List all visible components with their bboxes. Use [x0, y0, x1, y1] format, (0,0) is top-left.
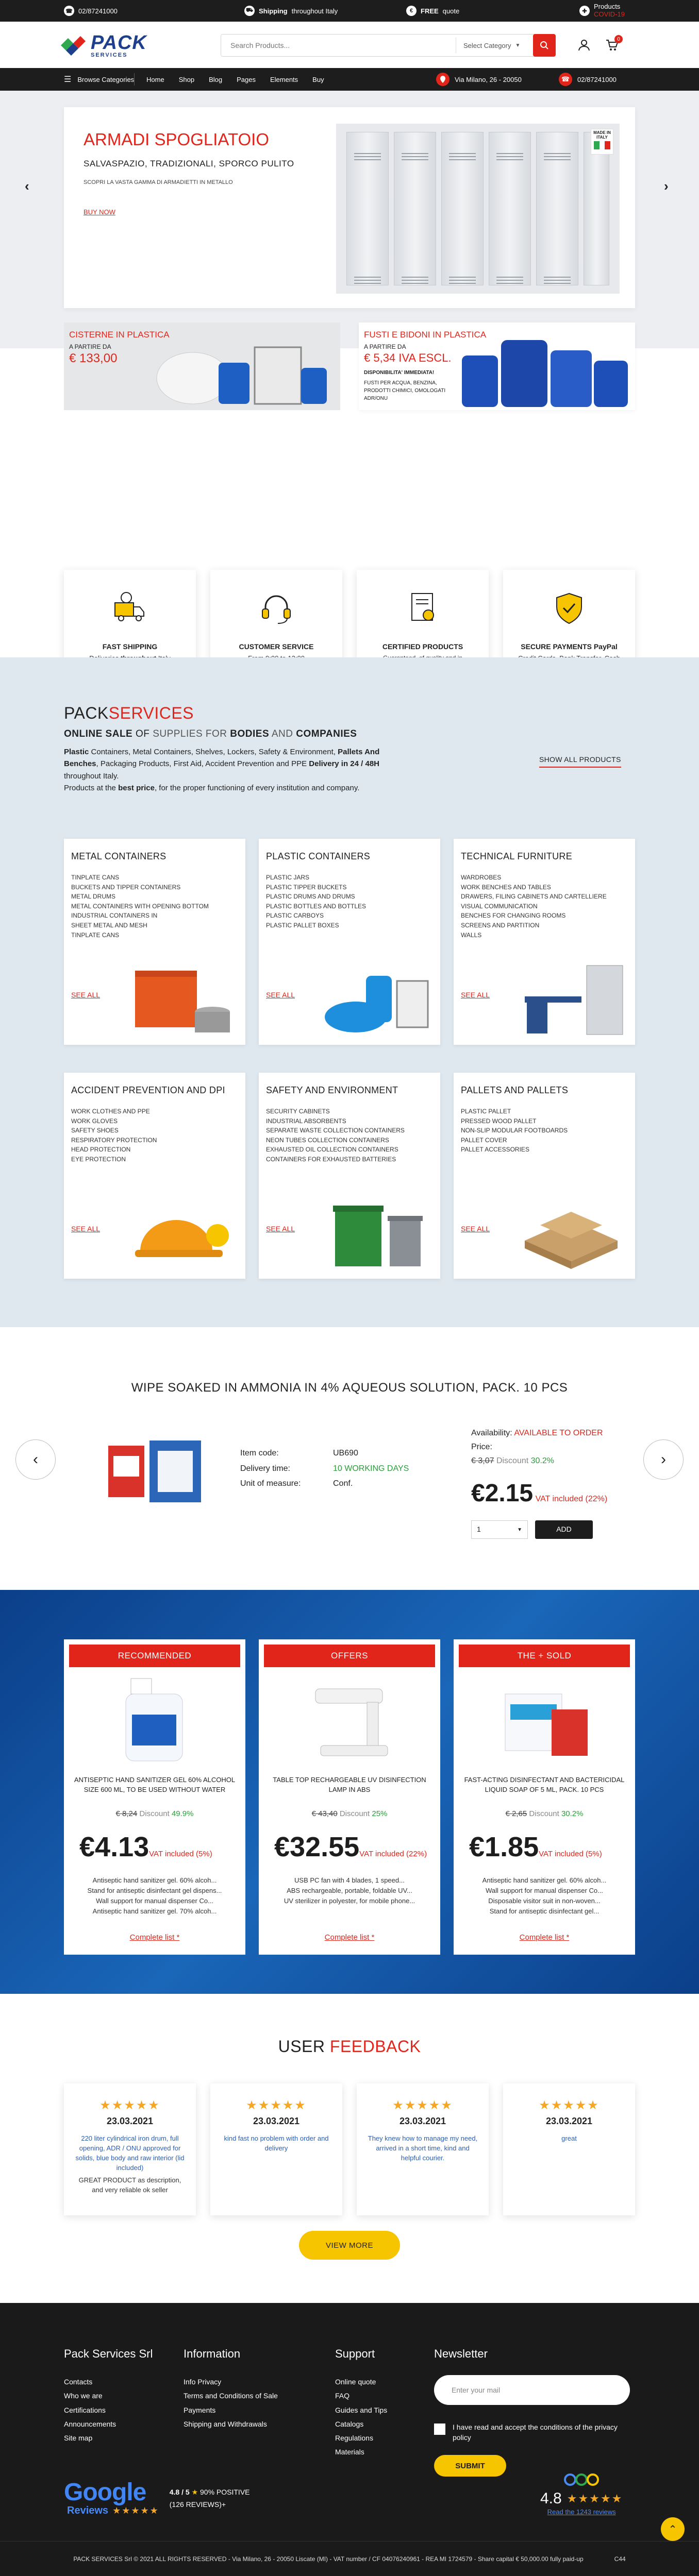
feature-customer-service: CUSTOMER SERVICE: [210, 570, 342, 697]
category-card-plastic-containers[interactable]: PLASTIC CONTAINERS PLASTIC JARS PLASTIC TIPPER BUCKETS PLASTIC DRUMS AND DRUMS PLASTIC BOTTLES AND BOTTLES PLASTIC CARBOYS PLASTIC PALLET BOXES SEE ALL: [259, 839, 440, 1045]
drums-image: [457, 335, 632, 410]
nav-link-blog[interactable]: Blog: [209, 75, 223, 83]
add-to-cart-button[interactable]: ADD: [535, 1520, 593, 1539]
nav-link-shop[interactable]: Shop: [178, 75, 195, 83]
chevron-down-icon: ▼: [515, 42, 521, 48]
highlight-card-offers: OFFERS TABLE TOP RECHARGEABLE UV DISINFECTION LAMP IN ABS € 43,40 Discount 25% €32.55VAT included (22%) USB PC fan with 4 blades, 1 speed... ABS rechargeable, portable, foldable UV... UV sterilizer in polyester, for mobile phone... Complete list *: [259, 1639, 440, 1955]
quantity-select[interactable]: 1 ▼: [471, 1520, 528, 1539]
cart-button[interactable]: [605, 38, 619, 52]
back-to-top-button[interactable]: [661, 2517, 685, 2541]
metal-containers-image: [125, 960, 238, 1038]
category-card-pallets[interactable]: PALLETS AND PALLETS PLASTIC PALLET PRESSED WOOD PALLET NON-SLIP MODULAR FOOTBOARDS PALLET COVER PALLET ACCESSORIES SEE ALL: [454, 1073, 635, 1279]
liquid-soap-image: [485, 1673, 604, 1766]
feedback-card: ★★★★★ 23.03.2021 kind fast no problem with order and delivery: [210, 2083, 342, 2215]
footer-col-company: Pack Services Srl Contacts Who we are Certifications Announcements Site map: [64, 2347, 153, 2443]
hero-prev-arrow[interactable]: ‹: [25, 178, 29, 194]
privacy-checkbox[interactable]: [434, 2424, 445, 2435]
hero-title: ARMADI SPOGLIATOIO: [84, 130, 270, 149]
google-logo: Google: [64, 2479, 146, 2506]
complete-list-link[interactable]: Complete list *: [519, 1933, 570, 1942]
nav-link-home[interactable]: Home: [146, 75, 164, 83]
unit-of-measure: Conf.: [333, 1479, 353, 1488]
hero-slide: [64, 107, 635, 308]
uv-lamp-image: [290, 1673, 409, 1766]
see-all-link[interactable]: SEE ALL: [266, 1225, 295, 1233]
view-more-button[interactable]: VIEW MORE: [299, 2231, 400, 2260]
phone-icon: ☎: [559, 73, 572, 86]
euro-icon: €: [406, 6, 417, 16]
availability-status: AVAILABLE TO ORDER: [514, 1429, 603, 1437]
complete-list-link[interactable]: Complete list *: [324, 1933, 375, 1942]
google-reviews-badge[interactable]: Google Reviews ★★★★★ 4.8 / 5 ★ 90% POSITIVE (126 REVIEWS)+: [64, 2479, 250, 2516]
feedback-card: ★★★★★ 23.03.2021 They knew how to manage my need, arrived in a short time, kind and helpful courier.: [357, 2083, 489, 2215]
user-icon[interactable]: [577, 38, 591, 52]
chevron-right-icon: ›: [661, 1451, 666, 1468]
featured-product-title: WIPE SOAKED IN AMMONIA IN 4% AQUEOUS SOLUTION, PACK. 10 PCS: [131, 1381, 568, 1395]
highlights-section: [0, 1590, 699, 1994]
promo-cisterns[interactable]: CISTERNE IN PLASTICA A PARTIRE DA € 133,00: [64, 323, 340, 410]
logo-mark-icon: [59, 31, 88, 60]
search-bar: [221, 34, 556, 57]
wipes-product-image: [93, 1425, 217, 1518]
promo-drums[interactable]: FUSTI E BIDONI IN PLASTICA A PARTIRE DA € 5,34 IVA ESCL. DISPONIBILITA' IMMEDIATA! FUSTI PER ACQUA, BENZINA, PRODOTTI CHIMICI, OMOLOGATI ADR/ONU: [359, 323, 635, 410]
hand-sanitizer-image: [95, 1673, 214, 1766]
lockers-image: [336, 124, 620, 294]
bins-image: [320, 1194, 433, 1272]
category-card-technical-furniture[interactable]: TECHNICAL FURNITURE WARDROBES WORK BENCHES AND TABLES DRAWERS, FILING CABINETS AND CARTELLIERE VISUAL COMMUNICATION BENCHES FOR CHANGING ROOMS SCREENS AND PARTITION WALLS SEE ALL: [454, 839, 635, 1045]
main-nav: [0, 68, 699, 91]
services-title: PACKSERVICES: [64, 704, 194, 722]
highlight-card-recommended: RECOMMENDED ANTISEPTIC HAND SANITIZER GEL 60% ALCOHOL SIZE 600 ML, TO BE USED WITHOUT WATER € 8,24 Discount 49.9% €4.13VAT included (5%) Antiseptic hand sanitizer gel. 60% alcoh... Stand for antiseptic disinfectant gel dispens... Wall support for manual dispenser Co... Antiseptic hand sanitizer gel. 70% alcoh... Complete list *: [64, 1639, 245, 1955]
hero-next-arrow[interactable]: ›: [664, 178, 669, 194]
nav-address[interactable]: Via Milano, 26 - 20050: [436, 68, 522, 91]
furniture-image: [514, 960, 628, 1038]
top-bar: [0, 0, 699, 22]
complete-list-link[interactable]: Complete list *: [129, 1933, 180, 1942]
browse-categories-button[interactable]: ☰ Browse Categories: [64, 75, 135, 84]
logo[interactable]: [59, 31, 147, 60]
made-in-italy-badge: MADE IN ITALY: [591, 129, 613, 155]
newsletter-email-input[interactable]: Enter your mail: [434, 2375, 630, 2405]
header: [0, 22, 699, 68]
star-rating-icon: ★★★★★: [567, 2492, 623, 2505]
nav-link-buy[interactable]: Buy: [312, 75, 324, 83]
logo-main-text: PACK: [91, 31, 147, 54]
search-input[interactable]: [221, 35, 456, 56]
services-description: Plastic Containers, Metal Containers, Shelves, Lockers, Safety & Environment, Pallets And Benches, Packaging Products, First Aid, Accident Prevention and PPE Delivery in 24 / 48H throughout Italy. Products at the best price, for the proper functioning of every institution and company.: [64, 748, 380, 792]
chevron-left-icon: ‹: [33, 1451, 38, 1468]
plastic-containers-image: [320, 960, 433, 1038]
shield-icon: [551, 590, 587, 626]
chevron-up-icon: ⌃: [668, 2523, 677, 2535]
hero-section: [0, 91, 699, 657]
featured-product-section: WIPE SOAKED IN AMMONIA IN 4% AQUEOUS SOLUTION, PACK. 10 PCS ‹ › Item code: Delivery time: Unit of measure: UB690 10 WORKING DAYS Conf. Availability: AVAILABLE TO ORDER Price: € 3,07 Discount 30.2% €2.15 VAT included (22%) 1 ▼ ADD: [0, 1327, 699, 1590]
category-card-safety-environment[interactable]: SAFETY AND ENVIRONMENT SECURITY CABINETS INDUSTRIAL ABSORBENTS SEPARATE WASTE COLLECTION CONTAINERS NEON TUBES COLLECTION CONTAINERS EXHAUSTED OIL COLLECTION CONTAINERS CONTAINERS FOR EXHAUSTED BATTERIES SEE ALL: [259, 1073, 440, 1279]
topbar-shipping: ⛟ Shipping throughout Italy: [244, 6, 338, 16]
mask-icon: ✚: [579, 6, 590, 16]
truck-icon: ⛟: [244, 6, 255, 16]
logo-sub-text: SERVICES: [91, 52, 128, 58]
star-rating-icon: ★★★★★: [246, 2098, 307, 2112]
star-rating-icon: ★★★★★: [392, 2098, 453, 2112]
location-pin-icon: [436, 73, 450, 86]
feedback-title: USER FEEDBACK: [278, 2037, 421, 2056]
item-code: UB690: [333, 1449, 358, 1458]
reviews-logo-icon: [563, 2473, 600, 2486]
show-all-products-link[interactable]: SHOW ALL PRODUCTS: [539, 755, 621, 768]
topbar-quote[interactable]: € FREE quote: [406, 6, 459, 16]
hero-buy-now-link[interactable]: BUY NOW: [84, 208, 115, 216]
topbar-phone[interactable]: ☎ 02/87241000: [64, 6, 118, 16]
read-reviews-link[interactable]: Read the 1243 reviews: [547, 2508, 616, 2516]
category-select[interactable]: Select Category ▼: [456, 38, 533, 53]
feature-certified-products: CERTIFIED PRODUCTS: [357, 570, 489, 697]
hero-subtitle: SALVASPAZIO, TRADIZIONALI, SPORCO PULITO: [84, 159, 294, 168]
tanks-image: [152, 337, 337, 409]
nav-link-elements[interactable]: Elements: [270, 75, 298, 83]
feature-secure-payments: SECURE PAYMENTS PayPal: [503, 570, 635, 697]
ppe-image: [125, 1194, 238, 1272]
cart-count-badge: 0: [614, 35, 623, 43]
category-card-accident-prevention[interactable]: ACCIDENT PREVENTION AND DPI WORK CLOTHES AND PPE WORK GLOVES SAFETY SHOES RESPIRATORY PROTECTION HEAD PROTECTION EYE PROTECTION SEE ALL: [64, 1073, 245, 1279]
see-all-link[interactable]: SEE ALL: [71, 1225, 101, 1233]
see-all-link[interactable]: SEE ALL: [71, 991, 101, 999]
search-icon: [540, 41, 549, 50]
newsletter-submit-button[interactable]: SUBMIT: [434, 2455, 506, 2477]
discount-value: 30.2%: [530, 1456, 555, 1466]
highlight-card-best-sellers: THE + SOLD FAST-ACTING DISINFECTANT AND BACTERICIDAL LIQUID SOAP OF 5 ML, PACK. 10 PCS € 2,65 Discount 30.2% €1.85VAT included (5%) Antiseptic hand sanitizer gel. 60% alcoh... Wall support for manual dispenser Co... Disposable visitor suit in non-woven... Stand for antiseptic disinfectant gel... Complete list *: [454, 1639, 635, 1955]
footer-col-support: Support Online quote FAQ Guides and Tips Catalogs Regulations Materials: [335, 2347, 388, 2456]
chevron-down-icon: ▼: [517, 1527, 522, 1533]
delivery-time: 10 WORKING DAYS: [333, 1464, 409, 1473]
services-section: [0, 657, 699, 1327]
nav-links: [146, 68, 324, 91]
pallets-image: [514, 1194, 628, 1272]
star-rating-icon: ★★★★★: [112, 2505, 159, 2516]
services-subtitle: ONLINE SALE OF SUPPLIES FOR BODIES AND COMPANIES: [64, 728, 357, 739]
current-price: €2.15: [471, 1479, 534, 1507]
see-all-link[interactable]: SEE ALL: [266, 991, 295, 999]
phone-icon: ☎: [64, 6, 74, 16]
hero-description: SCOPRI LA VASTA GAMMA DI ARMADIETTI IN METALLO: [84, 179, 233, 185]
overall-rating: 4.8 ★★★★★ Read the 1243 reviews: [540, 2473, 623, 2516]
feedback-section: [0, 1994, 699, 2303]
product-prev-button[interactable]: [15, 1439, 56, 1480]
certificate-icon: [405, 590, 441, 626]
topbar-covid-products[interactable]: ✚ Products COVID-19: [579, 3, 625, 19]
headset-icon: [258, 590, 294, 626]
copyright-bar: PACK SERVICES Srl © 2021 ALL RIGHTS RESERVED - Via Milano, 26 - 20050 Liscate (MI) - VAT number / CF 04076240961 - REA MI 1724579 - Share capital € 50,000.00 fully paid-up C44: [0, 2541, 699, 2576]
old-price: € 3,07: [471, 1456, 494, 1466]
category-card-metal-containers[interactable]: METAL CONTAINERS TINPLATE CANS BUCKETS AND TIPPER CONTAINERS METAL DRUMS METAL CONTAINERS WITH OPENING BOTTOM INDUSTRIAL CONTAINERS IN SHEET METAL AND MESH TINPLATE CANS SEE ALL: [64, 839, 245, 1045]
footer: [0, 2303, 699, 2576]
feedback-card: ★★★★★ 23.03.2021 220 liter cylindrical iron drum, full opening, ADR / ONU approved for solids, blue body and raw interior (lid included) GREAT PRODUCT as description, and very reliable ok seller: [64, 2083, 196, 2215]
star-rating-icon: ★★★★★: [99, 2098, 160, 2112]
star-rating-icon: ★★★★★: [539, 2098, 600, 2112]
feedback-card: ★★★★★ 23.03.2021 great: [503, 2083, 635, 2215]
feature-fast-shipping: FAST SHIPPING: [64, 570, 196, 697]
see-all-link[interactable]: SEE ALL: [461, 991, 490, 999]
newsletter: Newsletter Enter your mail I have read and accept the conditions of the privacy policy SUBMIT: [434, 2347, 630, 2477]
menu-icon: ☰: [64, 75, 72, 84]
footer-col-information: Information Info Privacy Terms and Conditions of Sale Payments Shipping and Withdrawals: [184, 2347, 278, 2428]
search-button[interactable]: [533, 34, 556, 57]
truck-icon: [112, 590, 148, 626]
see-all-link[interactable]: SEE ALL: [461, 1225, 490, 1233]
product-next-button[interactable]: [643, 1439, 684, 1480]
nav-phone[interactable]: ☎ 02/87241000: [559, 68, 617, 91]
nav-link-pages[interactable]: Pages: [237, 75, 256, 83]
